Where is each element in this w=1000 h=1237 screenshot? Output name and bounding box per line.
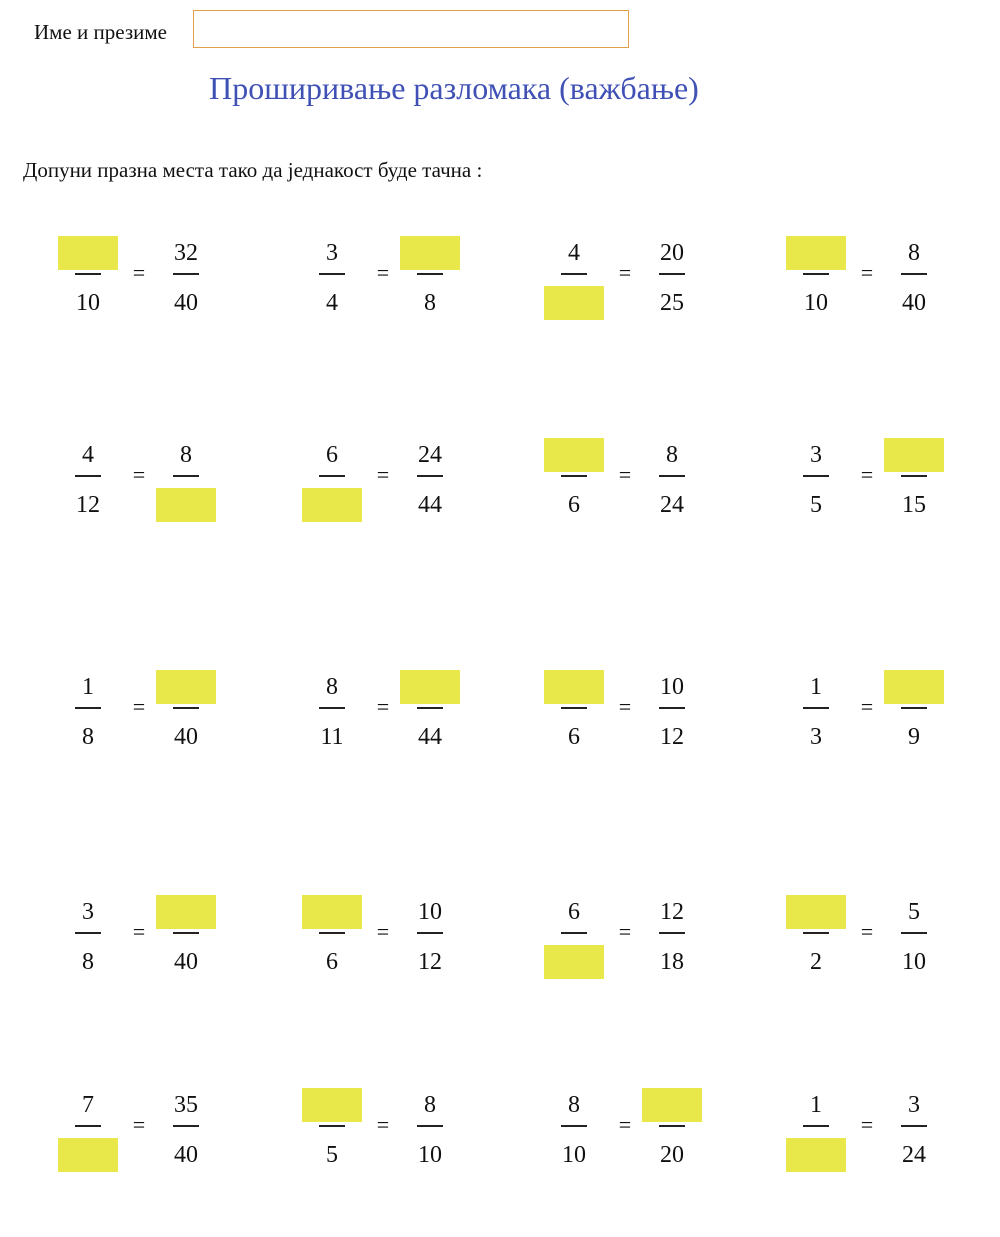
fraction-bar (561, 932, 587, 934)
numerator: 6 (568, 899, 580, 925)
fraction-bar (901, 1125, 927, 1127)
left-fraction (302, 430, 362, 530)
equation (544, 1080, 719, 1180)
equation (58, 228, 233, 328)
equals-sign: = (376, 919, 390, 944)
fraction-bar (173, 273, 199, 275)
equation (544, 887, 719, 987)
numerator: 10 (660, 674, 684, 700)
equals-sign: = (860, 1112, 874, 1137)
left-fraction (544, 1080, 604, 1180)
name-label: Име и презиме (34, 20, 167, 44)
left-fraction (786, 228, 846, 328)
numerator: 8 (568, 1092, 580, 1118)
denominator: 6 (568, 492, 580, 518)
right-fraction (884, 662, 944, 762)
numerator: 3 (810, 442, 822, 468)
denominator: 44 (418, 724, 442, 750)
numerator-blank-input[interactable] (786, 236, 846, 270)
right-fraction (400, 228, 460, 328)
equation (302, 430, 477, 530)
denominator: 8 (82, 949, 94, 975)
fraction-bar (319, 932, 345, 934)
denominator: 40 (174, 290, 198, 316)
right-fraction (400, 887, 460, 987)
denominator: 3 (810, 724, 822, 750)
fraction-bar (173, 475, 199, 477)
fraction-bar (659, 1125, 685, 1127)
left-fraction (544, 228, 604, 328)
numerator: 7 (82, 1092, 94, 1118)
fraction-bar (659, 475, 685, 477)
denominator: 8 (82, 724, 94, 750)
numerator: 4 (82, 442, 94, 468)
fraction-bar (561, 707, 587, 709)
numerator: 1 (82, 674, 94, 700)
right-fraction (156, 1080, 216, 1180)
equation (302, 662, 477, 762)
numerator-blank-input[interactable] (884, 438, 944, 472)
left-fraction (786, 430, 846, 530)
denominator: 2 (810, 949, 822, 975)
numerator-blank-input[interactable] (544, 438, 604, 472)
right-fraction (884, 1080, 944, 1180)
fraction-bar (75, 273, 101, 275)
numerator: 35 (174, 1092, 198, 1118)
fraction-bar (417, 273, 443, 275)
equation (302, 887, 477, 987)
left-fraction (786, 662, 846, 762)
numerator-blank-input[interactable] (786, 895, 846, 929)
equals-sign: = (618, 1112, 632, 1137)
left-fraction (302, 1080, 362, 1180)
equation (786, 662, 961, 762)
left-fraction (58, 430, 118, 530)
equals-sign: = (132, 694, 146, 719)
denominator: 40 (174, 1142, 198, 1168)
equals-sign: = (860, 919, 874, 944)
numerator: 3 (82, 899, 94, 925)
fraction-bar (417, 707, 443, 709)
fraction-bar (319, 475, 345, 477)
fraction-bar (417, 932, 443, 934)
numerator: 8 (424, 1092, 436, 1118)
equals-sign: = (618, 462, 632, 487)
fraction-bar (75, 1125, 101, 1127)
name-input[interactable] (193, 10, 629, 48)
equals-sign: = (860, 462, 874, 487)
right-fraction (156, 887, 216, 987)
right-fraction (642, 228, 702, 328)
denominator: 15 (902, 492, 926, 518)
numerator: 12 (660, 899, 684, 925)
right-fraction (400, 430, 460, 530)
numerator-blank-input[interactable] (156, 895, 216, 929)
equals-sign: = (860, 694, 874, 719)
denominator: 12 (418, 949, 442, 975)
right-fraction (642, 1080, 702, 1180)
fraction-bar (319, 707, 345, 709)
equals-sign: = (376, 462, 390, 487)
left-fraction (58, 228, 118, 328)
equation (58, 887, 233, 987)
equals-sign: = (132, 260, 146, 285)
right-fraction (642, 662, 702, 762)
denominator: 9 (908, 724, 920, 750)
equation (786, 887, 961, 987)
right-fraction (642, 887, 702, 987)
numerator: 8 (908, 240, 920, 266)
left-fraction (302, 662, 362, 762)
fraction-bar (75, 932, 101, 934)
denominator-blank-input[interactable] (302, 488, 362, 522)
left-fraction (544, 430, 604, 530)
fraction-bar (417, 1125, 443, 1127)
fraction-bar (417, 475, 443, 477)
left-fraction (302, 887, 362, 987)
equals-sign: = (376, 260, 390, 285)
numerator-blank-input[interactable] (544, 670, 604, 704)
equals-sign: = (376, 694, 390, 719)
denominator-blank-input[interactable] (156, 488, 216, 522)
denominator: 40 (902, 290, 926, 316)
numerator: 5 (908, 899, 920, 925)
fraction-bar (75, 707, 101, 709)
page-title: Проширивање разломака (важбање) (209, 70, 699, 106)
fraction-bar (901, 273, 927, 275)
numerator: 3 (908, 1092, 920, 1118)
fraction-bar (561, 273, 587, 275)
equation (544, 662, 719, 762)
fraction-bar (803, 1125, 829, 1127)
numerator: 32 (174, 240, 198, 266)
denominator: 10 (76, 290, 100, 316)
fraction-bar (901, 475, 927, 477)
right-fraction (884, 430, 944, 530)
left-fraction (58, 1080, 118, 1180)
left-fraction (58, 662, 118, 762)
equals-sign: = (618, 694, 632, 719)
fraction-bar (173, 1125, 199, 1127)
fraction-bar (803, 475, 829, 477)
denominator: 40 (174, 949, 198, 975)
numerator-blank-input[interactable] (400, 670, 460, 704)
denominator: 24 (902, 1142, 926, 1168)
denominator: 5 (810, 492, 822, 518)
equation (544, 430, 719, 530)
equals-sign: = (376, 1112, 390, 1137)
equation (544, 228, 719, 328)
denominator: 25 (660, 290, 684, 316)
numerator-blank-input[interactable] (400, 236, 460, 270)
denominator: 11 (320, 724, 344, 750)
equation (302, 1080, 477, 1180)
left-fraction (786, 887, 846, 987)
equation (786, 228, 961, 328)
equals-sign: = (618, 260, 632, 285)
numerator: 8 (326, 674, 338, 700)
left-fraction (302, 228, 362, 328)
equals-sign: = (132, 919, 146, 944)
numerator-blank-input[interactable] (58, 236, 118, 270)
numerator: 10 (418, 899, 442, 925)
numerator: 24 (418, 442, 442, 468)
fraction-bar (659, 273, 685, 275)
denominator: 6 (568, 724, 580, 750)
numerator-blank-input[interactable] (884, 670, 944, 704)
equals-sign: = (618, 919, 632, 944)
fraction-bar (561, 475, 587, 477)
right-fraction (156, 430, 216, 530)
denominator: 5 (326, 1142, 338, 1168)
denominator: 4 (326, 290, 338, 316)
denominator: 18 (660, 949, 684, 975)
numerator: 8 (180, 442, 192, 468)
numerator: 1 (810, 1092, 822, 1118)
numerator: 4 (568, 240, 580, 266)
fraction-bar (659, 932, 685, 934)
denominator-blank-input[interactable] (544, 286, 604, 320)
denominator: 24 (660, 492, 684, 518)
right-fraction (156, 228, 216, 328)
denominator-blank-input[interactable] (786, 1138, 846, 1172)
numerator: 20 (660, 240, 684, 266)
equals-sign: = (860, 260, 874, 285)
denominator: 6 (326, 949, 338, 975)
right-fraction (400, 662, 460, 762)
equation (58, 662, 233, 762)
fraction-bar (901, 932, 927, 934)
fraction-bar (803, 273, 829, 275)
denominator: 40 (174, 724, 198, 750)
numerator-blank-input[interactable] (156, 670, 216, 704)
fraction-bar (561, 1125, 587, 1127)
denominator: 12 (660, 724, 684, 750)
left-fraction (544, 887, 604, 987)
denominator: 10 (562, 1142, 586, 1168)
fraction-bar (319, 1125, 345, 1127)
denominator-blank-input[interactable] (58, 1138, 118, 1172)
denominator: 10 (804, 290, 828, 316)
numerator: 3 (326, 240, 338, 266)
left-fraction (786, 1080, 846, 1180)
left-fraction (544, 662, 604, 762)
right-fraction (400, 1080, 460, 1180)
fraction-bar (319, 273, 345, 275)
numerator: 8 (666, 442, 678, 468)
denominator: 20 (660, 1142, 684, 1168)
equation (302, 228, 477, 328)
instruction-text: Допуни празна места тако да једнакост буде тачна : (23, 158, 483, 182)
equals-sign: = (132, 1112, 146, 1137)
equation (58, 430, 233, 530)
numerator: 1 (810, 674, 822, 700)
right-fraction (884, 887, 944, 987)
fraction-bar (803, 707, 829, 709)
numerator-blank-input[interactable] (642, 1088, 702, 1122)
right-fraction (884, 228, 944, 328)
equation (786, 1080, 961, 1180)
equation (786, 430, 961, 530)
denominator: 12 (76, 492, 100, 518)
equation (58, 1080, 233, 1180)
denominator-blank-input[interactable] (544, 945, 604, 979)
numerator: 6 (326, 442, 338, 468)
denominator: 10 (418, 1142, 442, 1168)
fraction-bar (901, 707, 927, 709)
equals-sign: = (132, 462, 146, 487)
denominator: 8 (424, 290, 436, 316)
denominator: 10 (902, 949, 926, 975)
denominator: 44 (418, 492, 442, 518)
right-fraction (156, 662, 216, 762)
numerator-blank-input[interactable] (302, 1088, 362, 1122)
fraction-bar (75, 475, 101, 477)
numerator-blank-input[interactable] (302, 895, 362, 929)
right-fraction (642, 430, 702, 530)
fraction-bar (803, 932, 829, 934)
fraction-bar (173, 932, 199, 934)
left-fraction (58, 887, 118, 987)
fraction-bar (659, 707, 685, 709)
fraction-bar (173, 707, 199, 709)
